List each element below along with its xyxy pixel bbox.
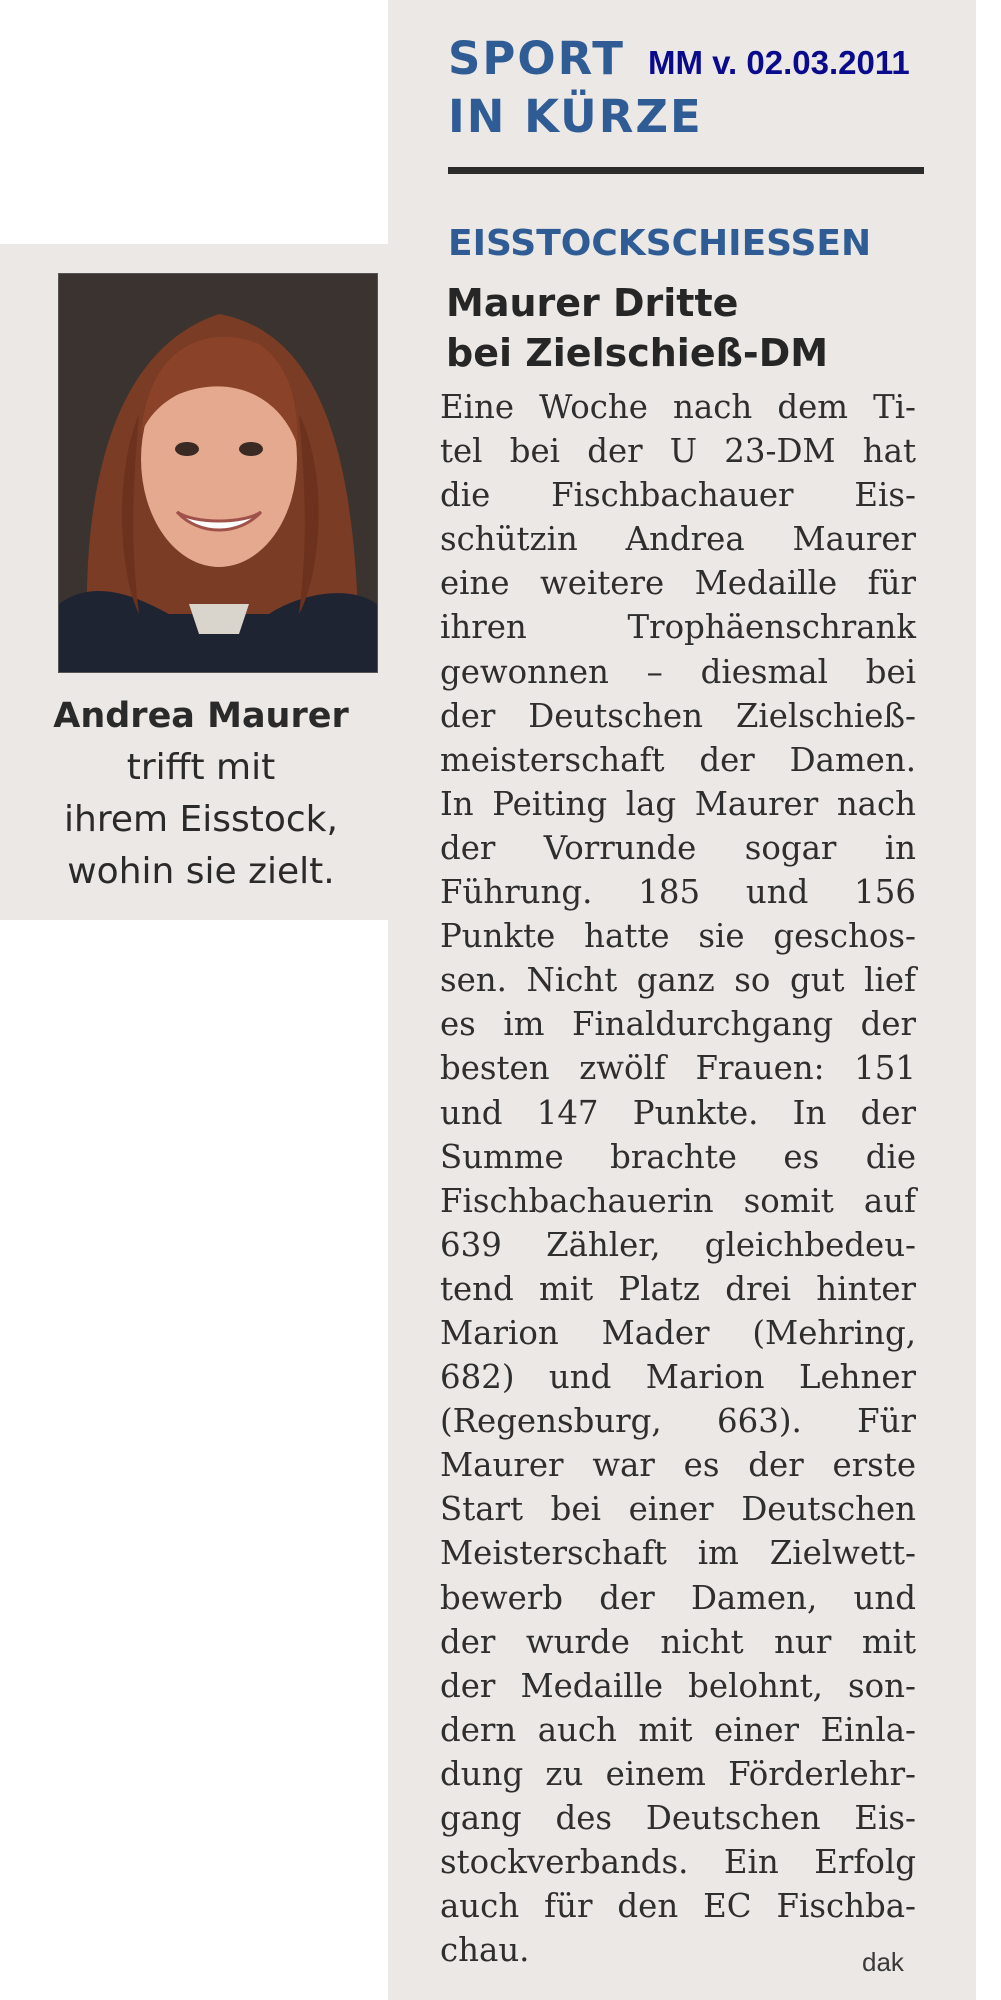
body-line: die Fischbachauer Eis-	[440, 476, 916, 515]
body-line: 682) und Marion Lehner	[440, 1358, 916, 1397]
body-line: (Regensburg, 663). Für	[440, 1402, 916, 1441]
section-label: EISSTOCKSCHIESSEN	[448, 223, 872, 264]
article-headline	[446, 278, 828, 378]
body-line: der Vorrunde sogar in	[440, 828, 916, 867]
body-line: chau.	[440, 1931, 530, 1970]
body-line: tend mit Platz drei hinter	[440, 1269, 916, 1308]
body-line: dern auch mit einer Einla-	[440, 1710, 916, 1749]
body-line: es im Finaldurchgang der	[440, 1005, 916, 1044]
body-line: tel bei der U 23-DM hat	[440, 432, 916, 471]
body-line: meisterschaft der Damen.	[440, 740, 916, 779]
body-line: besten zwölf Frauen: 151	[440, 1049, 916, 1088]
body-line: gewonnen – diesmal bei	[440, 652, 916, 691]
body-line: Meisterschaft im Zielwett-	[440, 1534, 916, 1573]
body-line: der Deutschen Zielschieß-	[440, 696, 916, 735]
column-title-line1: SPORT	[448, 32, 625, 85]
photo-caption	[20, 690, 382, 898]
headline-line2: bei Zielschieß-DM	[446, 331, 829, 375]
body-line: gang des Deutschen Eis-	[440, 1799, 916, 1837]
body-line: stockverbands. Ein Erfolg	[440, 1843, 916, 1882]
article-body	[440, 385, 916, 1972]
body-line: Start bei einer Deutschen	[440, 1490, 916, 1529]
body-line: der wurde nicht nur mit	[440, 1622, 916, 1661]
body-line: und 147 Punkte. In der	[440, 1093, 916, 1132]
caption-name: Andrea Maurer	[53, 696, 349, 736]
body-line: Maurer war es der erste	[440, 1446, 916, 1485]
body-line: In Peiting lag Maurer nach	[440, 784, 916, 823]
caption-line: wohin sie zielt.	[67, 851, 335, 892]
body-line: Summe brachte es die	[440, 1137, 916, 1176]
body-line: Punkte hatte sie geschos-	[440, 917, 916, 956]
body-line: bewerb der Damen, und	[440, 1578, 916, 1617]
date-stamp: MM v. 02.03.2011	[648, 44, 910, 81]
column-title-line2: IN KÜRZE	[448, 90, 703, 143]
body-line: dung zu einem Förderlehr-	[440, 1754, 916, 1793]
caption-line: trifft mit	[126, 747, 276, 788]
body-line: der Medaille belohnt, son-	[440, 1666, 916, 1705]
body-line: eine weitere Medaille für	[440, 564, 916, 603]
body-line: auch für den EC Fischba-	[440, 1887, 916, 1926]
headline-line1: Maurer Dritte	[446, 281, 739, 325]
body-line: Führung. 185 und 156	[440, 873, 916, 912]
portrait-illustration	[59, 274, 377, 672]
portrait-photo	[58, 273, 378, 673]
body-line: Marion Mader (Mehring,	[440, 1313, 916, 1352]
body-line: sen. Nicht ganz so gut lief	[440, 961, 916, 1000]
body-line: Fischbachauerin somit auf	[440, 1181, 916, 1220]
caption-line: ihrem Eisstock,	[64, 799, 338, 840]
body-line: schützin Andrea Maurer	[440, 520, 916, 559]
heading-rule	[448, 167, 924, 174]
body-line: ihren Trophäenschrank	[440, 608, 916, 647]
author-byline: dak	[862, 1947, 904, 1977]
body-line: 639 Zähler, gleichbedeu-	[440, 1225, 916, 1264]
body-line: Eine Woche nach dem Ti-	[440, 388, 916, 426]
